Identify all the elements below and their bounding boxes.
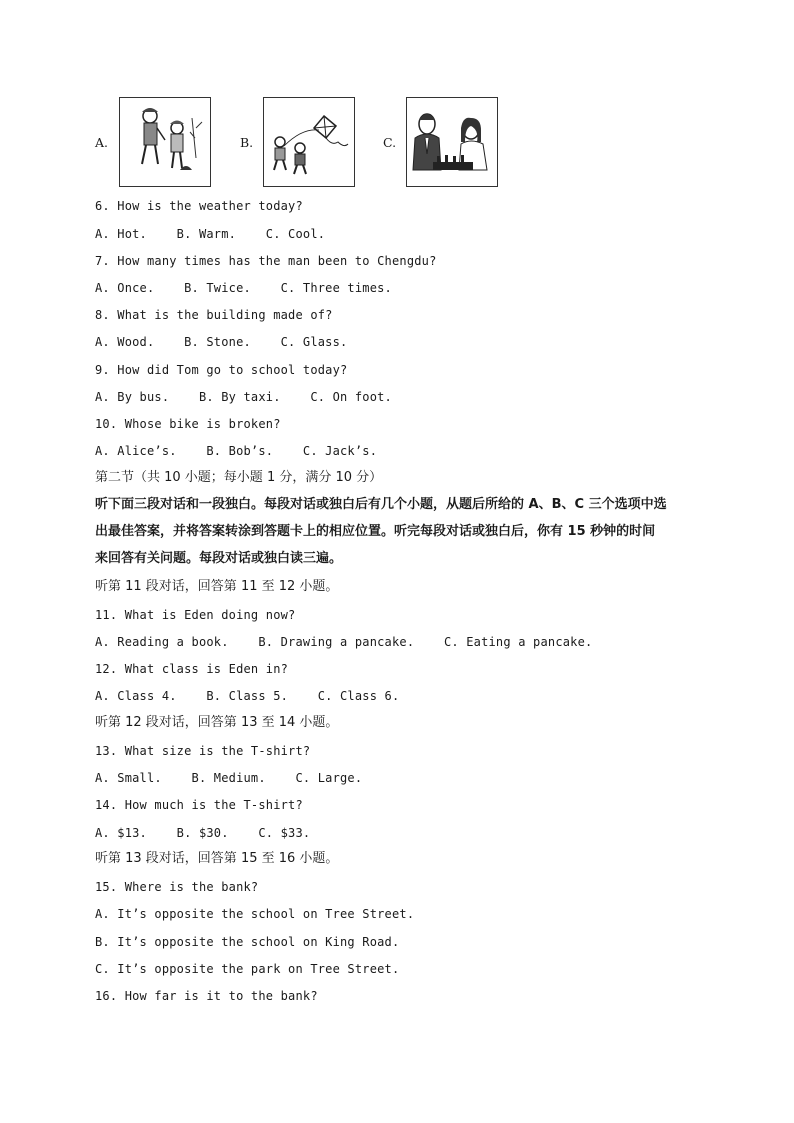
question-7: 7. How many times has the man been to Chengdu? (95, 254, 437, 268)
dialog-12-intro: 听第 12 段对话，回答第 13 至 14 小题。 (95, 715, 339, 730)
picture-a-two-people-walking (119, 97, 211, 187)
picture-c-playing-chess (406, 97, 498, 187)
section-2-instruction-line-2: 出最佳答案，并将答案转涂到答题卡上的相应位置。听完每段对话或独白后，你有 15 秒钟的时间 (95, 524, 656, 539)
chess-illustration-icon (407, 98, 497, 186)
question-10: 10. Whose bike is broken? (95, 417, 281, 431)
options-13: A. Small. B. Medium. C. Large. (95, 771, 363, 785)
options-8: A. Wood. B. Stone. C. Glass. (95, 335, 348, 349)
option-15-a: A. It’s opposite the school on Tree Street. (95, 907, 415, 921)
options-6: A. Hot. B. Warm. C. Cool. (95, 227, 326, 241)
option-15-b: B. It’s opposite the school on King Road. (95, 935, 400, 949)
section-2-instruction-line-3: 来回答有关问题。每段对话或独白读三遍。 (95, 551, 343, 566)
people-illustration-icon (120, 98, 210, 186)
question-15: 15. Where is the bank? (95, 880, 259, 894)
kite-illustration-icon (264, 98, 354, 186)
question-12: 12. What class is Eden in? (95, 662, 289, 676)
question-16: 16. How far is it to the bank? (95, 989, 318, 1003)
options-14: A. $13. B. $30. C. $33. (95, 826, 311, 840)
question-9: 9. How did Tom go to school today? (95, 363, 348, 377)
options-11: A. Reading a book. B. Drawing a pancake. C. Eating a pancake. (95, 635, 593, 649)
question-6: 6. How is the weather today? (95, 199, 303, 213)
option-15-c: C. It’s opposite the park on Tree Street. (95, 962, 400, 976)
picture-option-b-label: B. (240, 135, 254, 150)
picture-b-kite-flying (263, 97, 355, 187)
picture-option-a-label: A. (95, 135, 109, 150)
question-11: 11. What is Eden doing now? (95, 608, 296, 622)
section-2-header: 第二节（共 10 小题；每小题 1 分，满分 10 分） (95, 470, 383, 485)
options-12: A. Class 4. B. Class 5. C. Class 6. (95, 689, 400, 703)
question-14: 14. How much is the T-shirt? (95, 798, 303, 812)
options-7: A. Once. B. Twice. C. Three times. (95, 281, 392, 295)
question-13: 13. What size is the T-shirt? (95, 744, 311, 758)
section-2-instruction-line-1: 听下面三段对话和一段独白。每段对话或独白后有几个小题，从题后所给的 A、B、C 三个选项中选 (95, 497, 667, 512)
options-10: A. Alice’s. B. Bob’s. C. Jack’s. (95, 444, 378, 458)
dialog-11-intro: 听第 11 段对话，回答第 11 至 12 小题。 (95, 579, 339, 594)
picture-option-c-label: C. (383, 135, 397, 150)
dialog-13-intro: 听第 13 段对话，回答第 15 至 16 小题。 (95, 851, 339, 866)
question-8: 8. What is the building made of? (95, 308, 333, 322)
options-9: A. By bus. B. By taxi. C. On foot. (95, 390, 392, 404)
